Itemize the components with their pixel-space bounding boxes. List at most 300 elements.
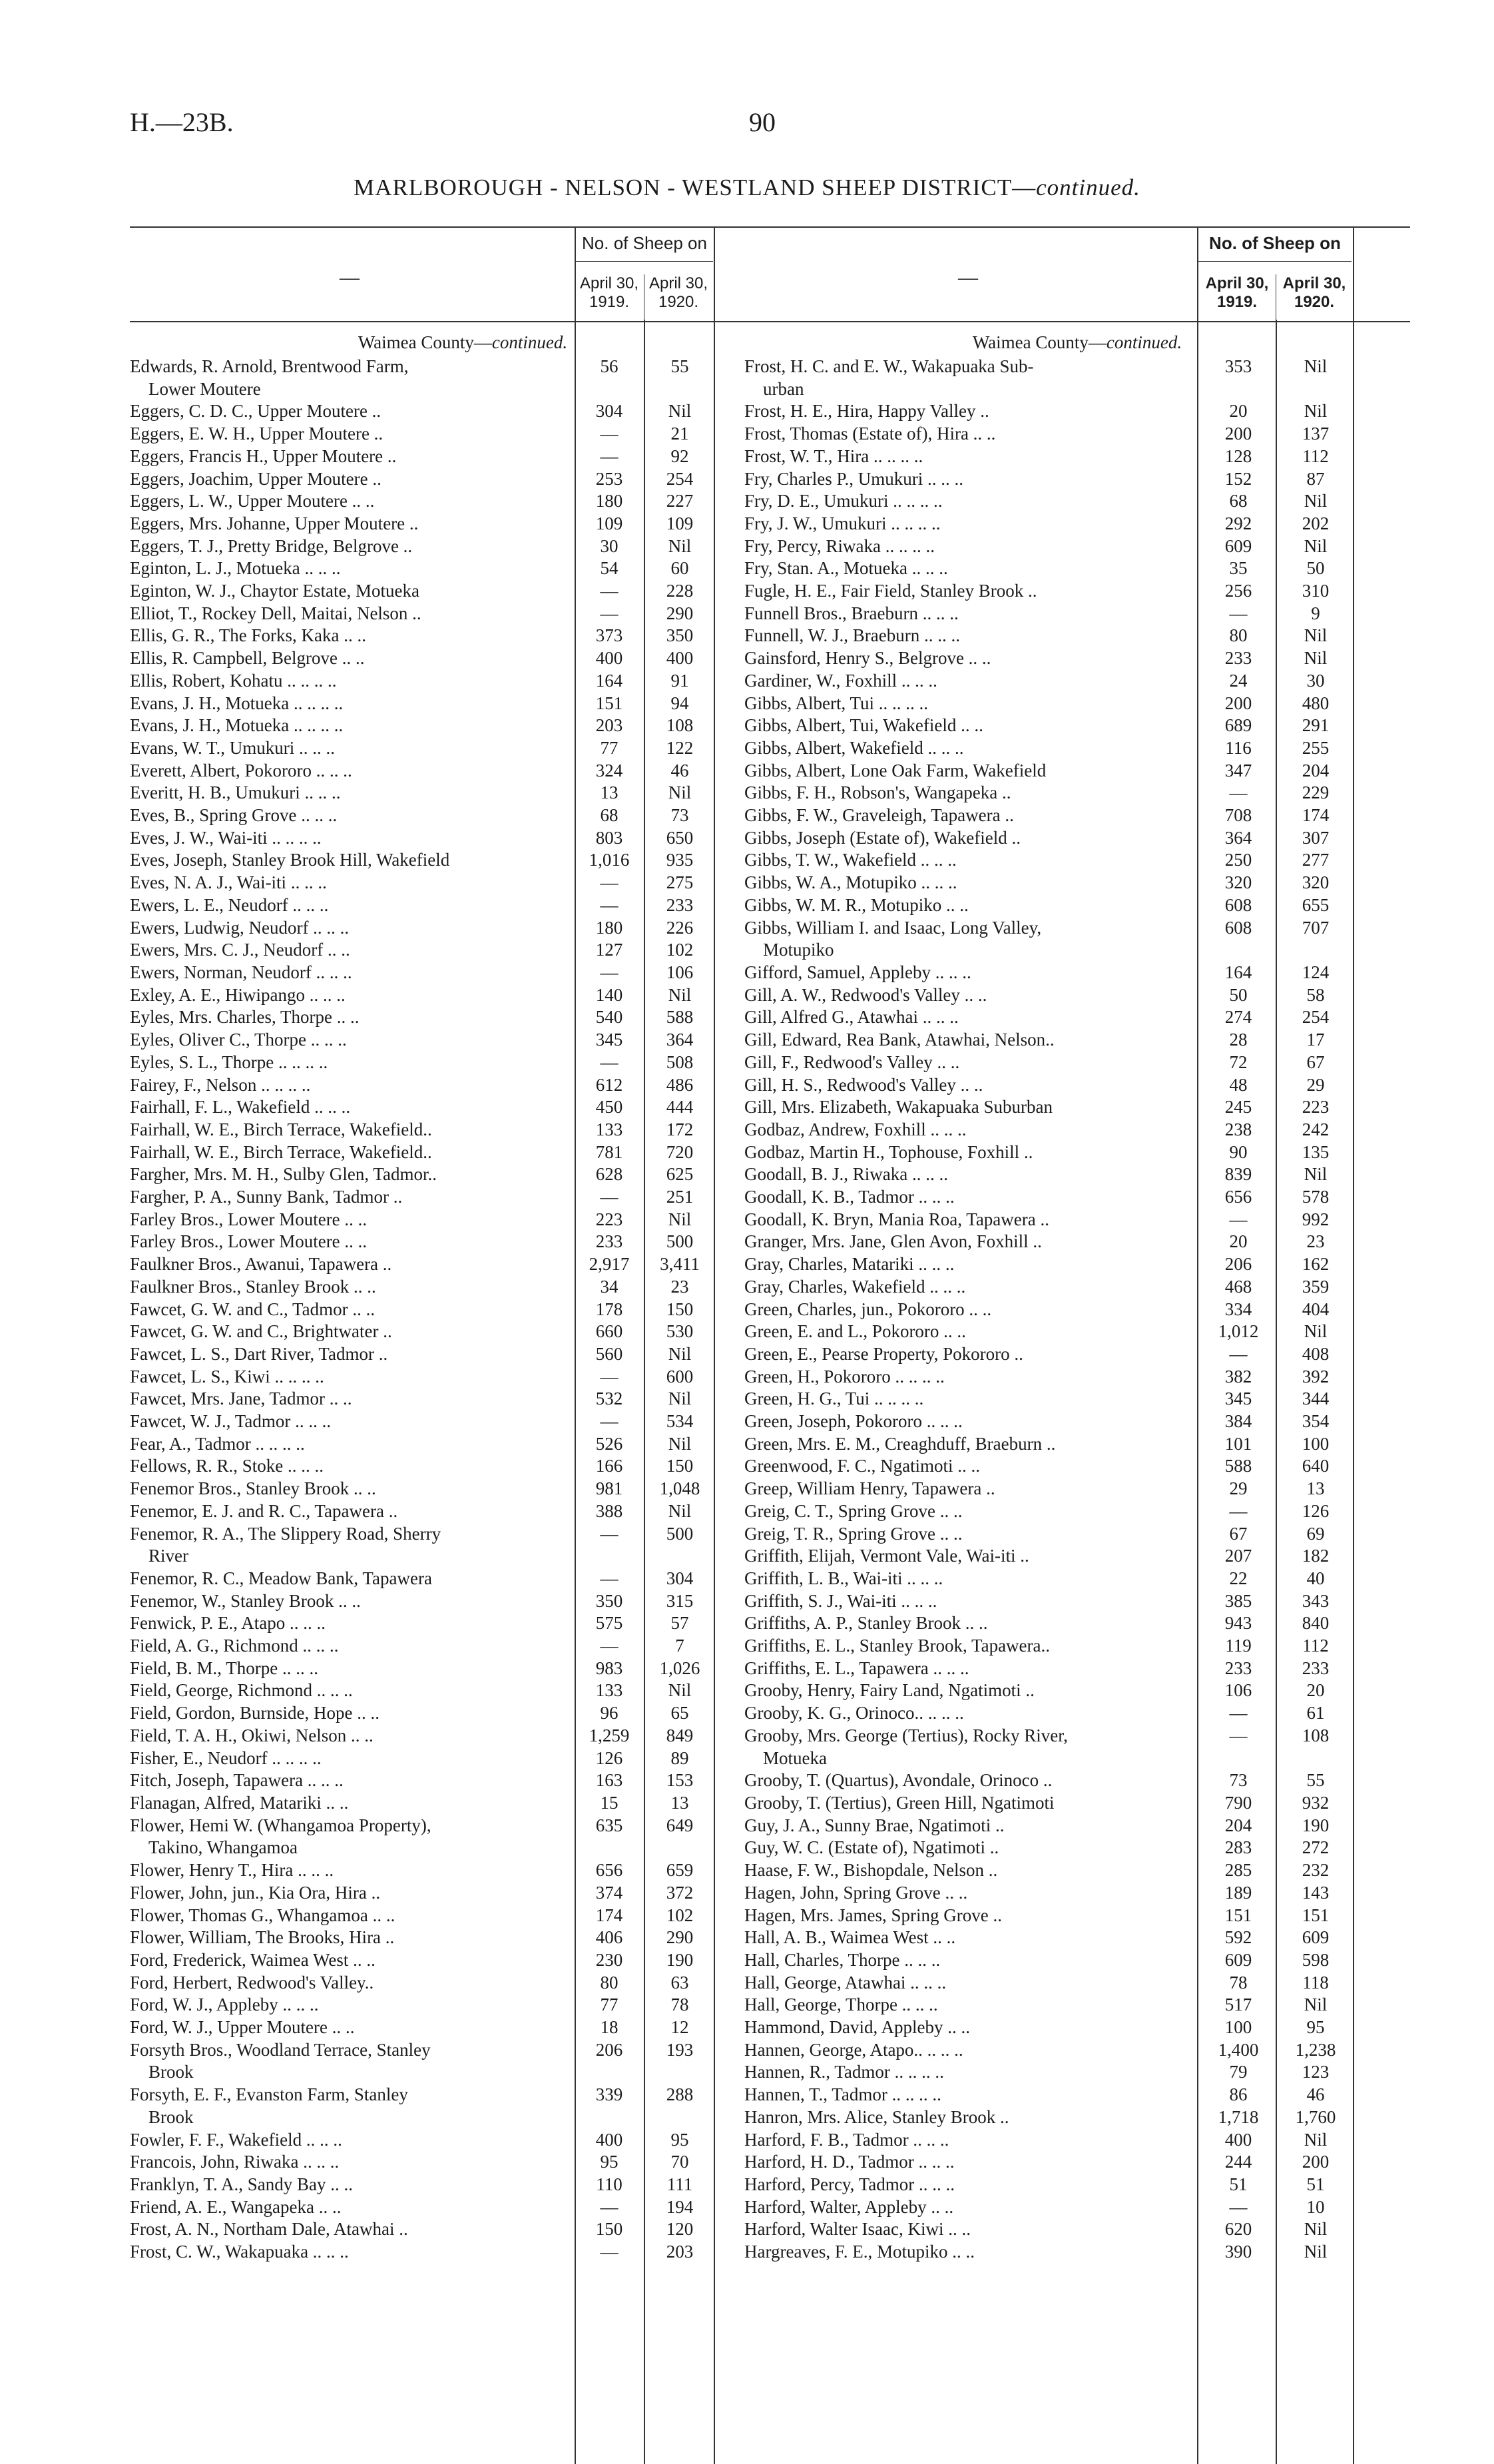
owner-name <box>744 1882 1184 1905</box>
table-row <box>130 513 796 535</box>
owner-name <box>744 1500 1184 1523</box>
owner-name-line: Eggers, Francis H., Upper Moutere .. <box>130 446 397 466</box>
table-row <box>130 1074 796 1097</box>
owner-name <box>130 715 559 737</box>
sheep-count-1920: 935 <box>666 850 694 870</box>
table-row <box>744 1478 1410 1500</box>
sheep-count-1920: 254 <box>1302 1007 1330 1028</box>
owner-name <box>744 1253 1184 1276</box>
owner-name <box>130 1074 559 1097</box>
sheep-count-1919: 178 <box>595 1299 623 1319</box>
table-row <box>744 423 1410 446</box>
owner-name <box>130 1253 559 1276</box>
table-row <box>744 2039 1410 2062</box>
sheep-count-1920: 60 <box>670 558 689 579</box>
table-row <box>744 2196 1410 2219</box>
table-row <box>130 1702 796 1725</box>
owner-name-line: Hall, George, Atawhai .. .. .. <box>744 1972 947 1993</box>
owner-name-line: Haase, F. W., Bishopdale, Nelson .. <box>744 1860 998 1881</box>
table-row <box>744 1702 1410 1725</box>
sheep-count-1920: 486 <box>666 1074 694 1095</box>
sheep-count-1920: 288 <box>666 2084 694 2105</box>
sheep-count-1920: Nil <box>668 1209 692 1229</box>
sheep-count-1919: 24 <box>1229 670 1248 691</box>
owner-name-line: Eves, B., Spring Grove .. .. .. <box>130 805 338 826</box>
table-row <box>130 1882 796 1905</box>
sheep-count-1920: 534 <box>666 1411 694 1432</box>
sheep-count-1919: 166 <box>595 1456 623 1476</box>
owner-name <box>744 2218 1184 2241</box>
page-header <box>130 107 1395 147</box>
sheep-count-1920: 840 <box>1302 1613 1330 1634</box>
table-row <box>130 557 796 580</box>
sheep-count-1919: 80 <box>600 1972 619 1993</box>
table-row <box>744 1052 1410 1074</box>
table-row <box>744 1927 1410 1949</box>
county-heading <box>744 329 1410 356</box>
owner-name <box>744 423 1184 446</box>
table-row <box>130 1455 796 1478</box>
owner-name-line: Farley Bros., Lower Moutere .. .. <box>130 1231 368 1252</box>
owner-name-line: Gill, A. W., Redwood's Valley .. .. <box>744 984 987 1005</box>
table-row <box>130 580 796 603</box>
owner-name <box>744 580 1184 603</box>
sheep-count-1920: 102 <box>666 1905 694 1925</box>
owner-name <box>130 647 559 670</box>
sheep-count-1920: 228 <box>666 581 694 601</box>
sheep-count-1919: 609 <box>1224 1949 1252 1970</box>
table-row <box>130 1276 796 1299</box>
owner-name-line: Godbaz, Martin H., Tophouse, Foxhill .. <box>744 1141 1033 1162</box>
sheep-count-1919: — <box>1229 1725 1248 1745</box>
sheep-count-1920: Nil <box>1304 1321 1328 1342</box>
owner-name <box>744 1209 1184 1231</box>
sheep-count-1919: 450 <box>595 1097 623 1117</box>
sheep-count-1919: 350 <box>595 1590 623 1611</box>
owner-name <box>744 446 1184 468</box>
owner-name-line: Fry, Percy, Riwaka .. .. .. .. <box>744 535 935 556</box>
table-row <box>130 2016 796 2039</box>
owner-name-line: Hannen, R., Tadmor .. .. .. .. <box>744 2062 944 2082</box>
owner-name <box>130 1299 559 1321</box>
table-row <box>130 872 796 894</box>
sheep-count-1920: 9 <box>1311 603 1320 623</box>
owner-name <box>130 1725 559 1747</box>
owner-name-line: Hannen, T., Tadmor .. .. .. .. <box>744 2084 941 2105</box>
sheep-count-1919: 67 <box>1229 1523 1248 1544</box>
sheep-count-1920: 12 <box>670 2017 689 2038</box>
sheep-count-1919: 126 <box>595 1747 623 1768</box>
owner-name-line: Frost, H. C. and E. W., Wakapuaka Sub- <box>744 356 1034 376</box>
owner-name-line: Field, George, Richmond .. .. .. <box>130 1680 353 1701</box>
table-row <box>130 827 796 850</box>
sheep-count-1920: 364 <box>666 1030 694 1050</box>
sheep-count-1919: 575 <box>595 1613 623 1634</box>
sheep-count-1919: 608 <box>1224 894 1252 915</box>
sheep-count-1920: 122 <box>666 737 694 758</box>
table-row <box>744 1299 1410 1321</box>
sheep-count-1919: 119 <box>1225 1636 1252 1656</box>
owner-name-line: Ellis, R. Campbell, Belgrove .. .. <box>130 648 365 669</box>
table-row <box>130 1815 796 1859</box>
sheep-count-1920: Nil <box>1304 1164 1328 1185</box>
owner-name-line: Grooby, K. G., Orinoco.. .. .. .. <box>744 1703 964 1723</box>
table-row <box>130 446 796 468</box>
sheep-count-1920: 111 <box>666 2174 693 2194</box>
owner-name-line: Eginton, W. J., Chaytor Estate, Motueka <box>130 581 419 601</box>
table-row <box>744 580 1410 603</box>
sheep-count-1919: 382 <box>1224 1366 1252 1386</box>
owner-name-line: Frost, A. N., Northam Dale, Atawhai .. <box>130 2219 408 2240</box>
owner-name <box>130 2174 559 2196</box>
sheep-count-1919: 233 <box>1224 648 1252 669</box>
table-row <box>744 1994 1410 2016</box>
sheep-count-1919: 151 <box>595 693 623 713</box>
owner-name <box>744 1321 1184 1343</box>
table-body <box>130 329 796 2264</box>
owner-name-line: Fry, D. E., Umukuri .. .. .. .. <box>744 491 943 511</box>
owner-name <box>130 2039 559 2084</box>
owner-name <box>130 557 559 580</box>
sheep-count-1920: 343 <box>1302 1590 1330 1611</box>
table-row <box>130 1096 796 1119</box>
owner-name <box>744 1859 1184 1882</box>
sheep-count-1920: 55 <box>670 356 689 376</box>
owner-name <box>130 1792 559 1815</box>
owner-name-line: Flower, John, jun., Kia Ora, Hira .. <box>130 1882 381 1903</box>
county-name: Waimea County— <box>358 332 492 352</box>
owner-name-line: Fenemor Bros., Stanley Brook .. .. <box>130 1478 376 1499</box>
table-row <box>130 1769 796 1792</box>
sheep-count-1919: 468 <box>1224 1276 1252 1297</box>
table-row <box>744 1725 1410 1769</box>
owner-name <box>744 1927 1184 1949</box>
table-row <box>744 917 1410 962</box>
sheep-count-1919: 320 <box>1224 872 1252 893</box>
table-header <box>744 226 1410 322</box>
owner-name <box>130 1433 559 1456</box>
table-row <box>744 1253 1410 1276</box>
owner-name <box>744 557 1184 580</box>
sheep-count-1919: 345 <box>1224 1388 1252 1409</box>
sheep-count-1919: 373 <box>595 625 623 646</box>
owner-name-line: Grooby, Mrs. George (Tertius), Rocky River, <box>744 1725 1068 1745</box>
owner-name <box>130 1209 559 1231</box>
table-row <box>744 2129 1410 2152</box>
table-row <box>744 446 1410 468</box>
table-row <box>744 827 1410 850</box>
sheep-count-1919: — <box>600 872 619 893</box>
owner-name <box>744 1815 1184 1837</box>
sheep-count-1920: 151 <box>1302 1905 1330 1925</box>
table-row <box>130 1119 796 1141</box>
owner-name <box>744 2241 1184 2264</box>
table-row <box>744 1433 1410 1456</box>
title-continued: continued. <box>1036 174 1140 200</box>
sheep-count-1920: 315 <box>666 1590 694 1611</box>
sheep-count-1920: 150 <box>666 1299 694 1319</box>
owner-name-line: Ewers, Norman, Neudorf .. .. .. <box>130 962 352 982</box>
table-row <box>744 1343 1410 1366</box>
table-row <box>744 737 1410 760</box>
sheep-count-1920: 290 <box>666 603 694 623</box>
owner-name <box>744 1590 1184 1613</box>
sheep-count-1920: Nil <box>668 1343 692 1364</box>
sheep-count-1919: 18 <box>600 2017 619 2038</box>
owner-name-line: Gibbs, Albert, Wakefield .. .. .. <box>744 737 964 758</box>
table-row <box>744 1006 1410 1029</box>
owner-name <box>130 513 559 535</box>
name-column-header: — <box>958 266 978 288</box>
sheep-count-1919: 77 <box>600 737 619 758</box>
sheep-count-1920: 182 <box>1302 1546 1330 1566</box>
sheep-count-1920: 649 <box>666 1815 694 1835</box>
table-row <box>130 1478 796 1500</box>
owner-name-line: Fry, Charles P., Umukuri .. .. .. <box>744 468 963 489</box>
table-row <box>744 670 1410 693</box>
sheep-count-1919: 1,259 <box>589 1725 630 1745</box>
owner-name <box>130 1119 559 1141</box>
owner-name <box>744 1006 1184 1029</box>
sheep-count-1919: 109 <box>595 513 623 533</box>
table-row <box>744 2151 1410 2174</box>
sheep-count-1919: — <box>600 2242 619 2262</box>
owner-name <box>744 1635 1184 1658</box>
sheep-count-1919: — <box>1229 1209 1248 1229</box>
sheep-count-1920: 202 <box>1302 513 1330 533</box>
sheep-count-1920: 233 <box>666 894 694 915</box>
owner-name-line: Guy, W. C. (Estate of), Ngatimoti .. <box>744 1837 999 1858</box>
sheep-count-1919: — <box>600 446 619 466</box>
sheep-count-1920: 291 <box>1302 715 1330 736</box>
owner-name <box>744 1141 1184 1164</box>
owner-name <box>130 1141 559 1164</box>
owner-name-line: Funnell Bros., Braeburn .. .. .. <box>744 603 959 623</box>
owner-name-line: Everett, Albert, Pokororo .. .. .. <box>130 760 352 780</box>
sheep-count-1919: — <box>600 962 619 982</box>
table-row <box>130 1052 796 1074</box>
sheep-count-1919: 174 <box>595 1905 623 1925</box>
owner-name-line: Franklyn, T. A., Sandy Bay .. .. <box>130 2174 353 2194</box>
sheep-count-1919: 29 <box>1229 1478 1248 1499</box>
table-row <box>130 1253 796 1276</box>
page-title <box>0 174 1494 201</box>
owner-name <box>130 1500 559 1523</box>
table-row <box>130 1658 796 1680</box>
table-row <box>130 1612 796 1635</box>
table-row <box>744 1882 1410 1905</box>
owner-name <box>744 1612 1184 1635</box>
owner-name-line: Fawcet, L. S., Dart River, Tadmor .. <box>130 1343 388 1364</box>
sheep-count-1920: Nil <box>668 1680 692 1701</box>
sheep-count-1920: 30 <box>1306 670 1325 691</box>
sheep-count-1920: 254 <box>666 468 694 489</box>
table-row <box>744 1837 1410 1859</box>
sheep-count-1919: 35 <box>1229 558 1248 579</box>
table-row <box>130 2039 796 2084</box>
table-row <box>130 2196 796 2219</box>
owner-name-line: Gray, Charles, Matariki .. .. .. <box>744 1254 955 1275</box>
owner-name-line: Godbaz, Andrew, Foxhill .. .. .. <box>744 1119 967 1139</box>
owner-name <box>130 1568 559 1590</box>
sheep-count-1920: 359 <box>1302 1276 1330 1297</box>
owner-name-line: Greep, William Henry, Tapawera .. <box>744 1478 995 1499</box>
table-row <box>744 1119 1410 1141</box>
table-row <box>130 1299 796 1321</box>
owner-name-line: Fargher, Mrs. M. H., Sulby Glen, Tadmor.. <box>130 1164 437 1185</box>
sheep-count-1920: 92 <box>670 446 689 466</box>
sheep-count-1920: 194 <box>666 2196 694 2217</box>
owner-name <box>130 2016 559 2039</box>
sheep-count-1920: 69 <box>1306 1523 1325 1544</box>
owner-name <box>130 1927 559 1949</box>
sheep-count-1920: 1,238 <box>1295 2039 1336 2060</box>
owner-name-line: Grooby, T. (Quartus), Avondale, Orinoco .. <box>744 1770 1053 1791</box>
sheep-count-1920: 150 <box>666 1456 694 1476</box>
owner-name-line: Gifford, Samuel, Appleby .. .. .. <box>744 962 971 982</box>
sheep-count-1920: 67 <box>1306 1052 1325 1072</box>
table-row <box>744 1612 1410 1635</box>
owner-name <box>130 2129 559 2152</box>
owner-name <box>130 872 559 894</box>
owner-name-line: Hargreaves, F. E., Motupiko .. .. <box>744 2242 975 2262</box>
owner-name <box>130 1769 559 1792</box>
owner-name-line: Eves, N. A. J., Wai-iti .. .. .. <box>130 872 327 893</box>
table-row <box>744 1769 1410 1792</box>
table-row <box>130 1635 796 1658</box>
sheep-count-1919: 200 <box>1224 424 1252 444</box>
sheep-count-1919: 347 <box>1224 760 1252 780</box>
owner-name <box>130 1478 559 1500</box>
sheep-count-1920: 51 <box>1306 2174 1325 2194</box>
table-row <box>130 962 796 984</box>
owner-name <box>744 356 1184 400</box>
sheep-count-1919: 101 <box>1224 1433 1252 1454</box>
sheep-count-1919: 13 <box>600 782 619 803</box>
owner-name-line: Evans, W. T., Umukuri .. .. .. <box>130 737 335 758</box>
owner-name-line: Gibbs, F. H., Robson's, Wangapeka .. <box>744 782 1011 803</box>
sheep-count-1920: 174 <box>1302 805 1330 826</box>
table-row <box>130 760 796 782</box>
sheep-count-1920: 102 <box>666 940 694 960</box>
owner-name <box>130 1523 559 1568</box>
name-column-header: — <box>340 266 360 288</box>
owner-name <box>130 827 559 850</box>
sheep-count-1920: 108 <box>1302 1725 1330 1745</box>
sheep-count-1919: 233 <box>595 1231 623 1252</box>
owner-name <box>744 1343 1184 1366</box>
sheep-count-1920: 200 <box>1302 2152 1330 2172</box>
table-row <box>130 1006 796 1029</box>
table-row <box>744 1455 1410 1478</box>
owner-name-line: Hammond, David, Appleby .. .. <box>744 2017 970 2038</box>
owner-name-continuation: Lower Moutere <box>148 378 261 399</box>
sheep-count-1919: — <box>1229 1343 1248 1364</box>
table-row <box>130 2174 796 2196</box>
sheep-count-1919: 532 <box>595 1388 623 1409</box>
sheep-count-1920: 124 <box>1302 962 1330 982</box>
sheep-count-1920: 108 <box>666 715 694 736</box>
owner-name <box>744 2106 1184 2129</box>
sheep-count-1919: 150 <box>595 2219 623 2240</box>
sheep-count-1919: 406 <box>595 1927 623 1948</box>
sheep-count-1920: 135 <box>1302 1141 1330 1162</box>
owner-name <box>744 1410 1184 1433</box>
sheep-count-1920: 275 <box>666 872 694 893</box>
sheep-count-1920: 203 <box>666 2242 694 2262</box>
owner-name-line: Hanron, Mrs. Alice, Stanley Brook .. <box>744 2106 1009 2127</box>
owner-name <box>744 1725 1184 1769</box>
column-header-1919: April 30, 1919. <box>1205 274 1269 311</box>
sheep-count-1920: 588 <box>666 1007 694 1028</box>
owner-name-line: Exley, A. E., Hiwipango .. .. .. <box>130 984 346 1005</box>
owner-name-line: Fawcet, L. S., Kiwi .. .. .. .. <box>130 1366 324 1386</box>
sheep-count-1919: 339 <box>595 2084 623 2105</box>
owner-name <box>130 2218 559 2241</box>
table-row <box>130 849 796 872</box>
table-row <box>744 513 1410 535</box>
sheep-count-1920: 227 <box>666 491 694 511</box>
sheep-count-1920: 598 <box>1302 1949 1330 1970</box>
county-continued: continued. <box>1106 332 1182 352</box>
owner-name <box>130 535 559 558</box>
owner-name-line: Fawcet, G. W. and C., Brightwater .. <box>130 1321 392 1342</box>
owner-name-line: Goodall, B. J., Riwaka .. .. .. <box>744 1164 948 1185</box>
sheep-count-1919: 285 <box>1224 1860 1252 1881</box>
sheep-count-1919: 353 <box>1224 356 1252 376</box>
sheep-count-1919: 110 <box>596 2174 622 2194</box>
table-row <box>130 2218 796 2241</box>
table-row <box>744 2061 1410 2084</box>
sheep-count-1920: 120 <box>666 2219 694 2240</box>
table-row <box>744 625 1410 647</box>
owner-name <box>130 737 559 760</box>
sheep-count-1919: 635 <box>595 1815 623 1835</box>
owner-name-line: Gray, Charles, Wakefield .. .. .. <box>744 1276 966 1297</box>
sheep-count-1919: 86 <box>1229 2084 1248 2105</box>
owner-name-line: Green, H., Pokororo .. .. .. .. <box>744 1366 945 1386</box>
owner-name <box>130 1343 559 1366</box>
owner-name <box>130 400 559 423</box>
sheep-count-1919: 1,012 <box>1218 1321 1259 1342</box>
sheep-count-1919: 345 <box>595 1030 623 1050</box>
owner-name <box>130 1388 559 1410</box>
owner-name-line: Fawcet, Mrs. Jane, Tadmor .. .. <box>130 1388 352 1409</box>
owner-name-line: Griffiths, E. L., Tapawera .. .. .. <box>744 1658 969 1678</box>
sheep-count-1920: 13 <box>1306 1478 1325 1499</box>
owner-name-line: Harford, H. D., Tadmor .. .. .. <box>744 2152 955 2172</box>
sheep-count-1920: 640 <box>1302 1456 1330 1476</box>
owner-name-line: Gill, Alfred G., Atawhai .. .. .. <box>744 1007 959 1028</box>
sheep-count-1920: 354 <box>1302 1411 1330 1432</box>
owner-name-continuation: Motupiko <box>763 940 834 960</box>
owner-name <box>130 804 559 827</box>
table-row <box>130 647 796 670</box>
owner-name-line: Green, Joseph, Pokororo .. .. .. <box>744 1411 963 1432</box>
table-row <box>744 1815 1410 1837</box>
table-row <box>130 984 796 1007</box>
sheep-count-1919: 140 <box>595 984 623 1005</box>
sheep-count-1920: 530 <box>666 1321 694 1342</box>
sheep-count-1920: 50 <box>1306 558 1325 579</box>
sheep-count-1920: Nil <box>668 401 692 422</box>
sheep-count-1919: 233 <box>1224 1658 1252 1678</box>
table-row <box>744 2016 1410 2039</box>
owner-name-line: Fisher, E., Neudorf .. .. .. .. <box>130 1747 322 1768</box>
sheep-count-1919: 274 <box>1224 1007 1252 1028</box>
sheep-count-1919: 204 <box>1224 1815 1252 1835</box>
table-row <box>744 1658 1410 1680</box>
